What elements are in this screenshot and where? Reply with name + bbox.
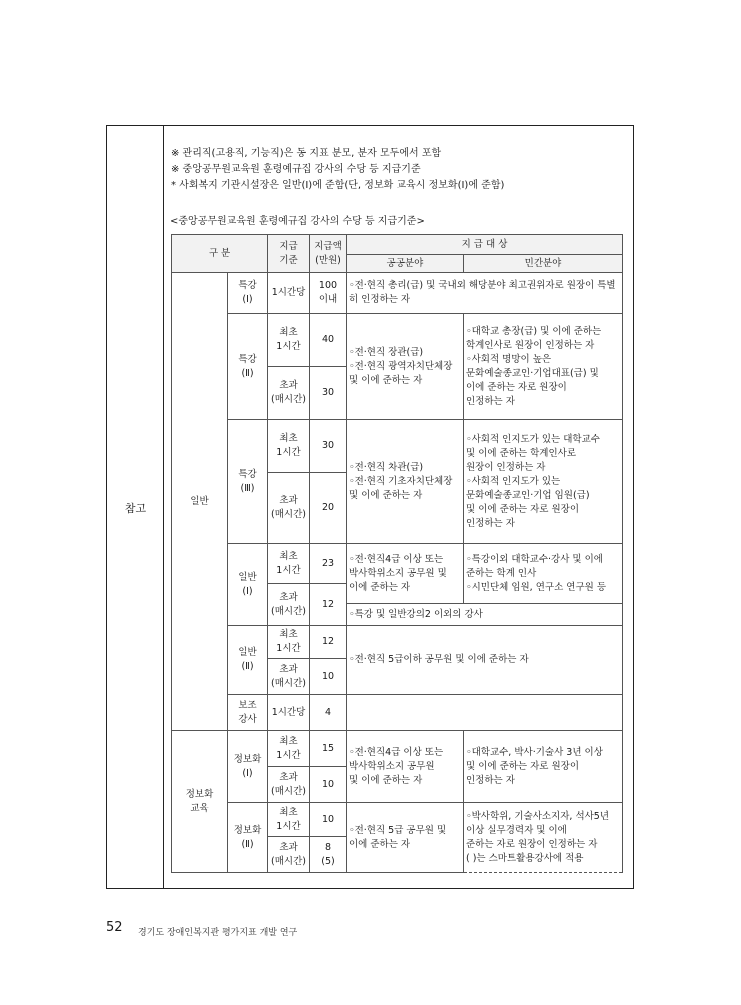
public-cell: ◦전·현직4급 이상 또는 박사학위소지 공무원 및 이에 준하는 자: [347, 544, 464, 604]
amount-cell: 10: [310, 767, 347, 803]
row-label: 특강 (Ⅱ): [228, 314, 268, 420]
private-cell: ◦대학교수, 박사·기술사 3년 이상 및 이에 준하는 자로 원장이 인정하는 자: [464, 731, 623, 803]
amount-cell: 4: [310, 695, 347, 731]
row-label: 일반 (Ⅰ): [228, 544, 268, 626]
private-cell: ◦박사학위, 기술사소지자, 석사5년 이상 실무경력자 및 이에 준하는 자로 원장이 인정하는 자 ( )는 스마트활용강사에 적용: [464, 803, 623, 873]
basis-cell: 최초 1시간: [268, 544, 310, 584]
private-cell: ◦특강이외 대학교수·강사 및 이에 준하는 학계 인사 ◦시민단체 임원, 연구소 연구원 등: [464, 544, 623, 604]
note-line: ※ 관리직(고용직, 기능직)은 동 지표 분모, 분자 모두에서 포함: [171, 148, 442, 159]
amount-cell: 10: [310, 659, 347, 695]
target-cell: ◦전·현직 총리(급) 및 국내외 해당분야 최고권위자로 원장이 특별히 인정하는 자: [347, 273, 623, 314]
payment-table: [171, 234, 623, 873]
amount-cell: 40: [310, 314, 347, 367]
private-cell: ◦대학교 총장(급) 및 이에 준하는 학계인사로 원장이 인정하는 자 ◦사회적 명망이 높은 문화예술종교인·기업대표(급) 및 이에 준하는 자로 원장이 인정하는 자: [464, 314, 623, 420]
header-public: 공공분야: [347, 255, 464, 273]
row-label: 정보화 (Ⅰ): [228, 731, 268, 803]
amount-cell: 30: [310, 420, 347, 473]
amount-cell: 12: [310, 626, 347, 659]
basis-cell: 초과 (매시간): [268, 837, 310, 873]
header-amount: 지급액 (만원): [310, 235, 347, 273]
basis-cell: 1시간당: [268, 273, 310, 314]
header-target: 지 급 대 상: [347, 235, 623, 255]
basis-cell: 최초 1시간: [268, 803, 310, 837]
amount-cell: 20: [310, 473, 347, 544]
extra-cell: ◦특강 및 일반강의2 이외의 강사: [347, 604, 623, 626]
basis-cell: 최초 1시간: [268, 314, 310, 367]
side-label: 참고: [124, 502, 147, 515]
reference-box: [106, 125, 634, 889]
public-cell: ◦전·현직4급 이상 또는 박사학위소지 공무원 및 이에 준하는 자: [347, 731, 464, 803]
basis-cell: 초과 (매시간): [268, 659, 310, 695]
amount-cell: 30: [310, 367, 347, 420]
target-cell: ◦전·현직 5급이하 공무원 및 이에 준하는 자: [347, 626, 623, 695]
public-cell: ◦전·현직 장관(급) ◦전·현직 광역자치단체장 및 이에 준하는 자: [347, 314, 464, 420]
row-label: 일반 (Ⅱ): [228, 626, 268, 695]
amount-cell: 100 이내: [310, 273, 347, 314]
row-label: 정보화 (Ⅱ): [228, 803, 268, 873]
notes: [171, 146, 504, 194]
group-general: 일반: [172, 273, 228, 731]
basis-cell: 최초 1시간: [268, 626, 310, 659]
private-cell: ◦사회적 인지도가 있는 대학교수 및 이에 준하는 학계인사로 원장이 인정하는 자 ◦사회적 인지도가 있는 문화예술종교인·기업 임원(급) 및 이에 준하는 자로 원장이 인정하는 자: [464, 420, 623, 544]
amount-cell: 12: [310, 584, 347, 626]
public-cell: ◦전·현직 5급 공무원 및 이에 준하는 자: [347, 803, 464, 873]
basis-cell: 초과 (매시간): [268, 767, 310, 803]
side-column: [107, 126, 164, 888]
amount-cell: 23: [310, 544, 347, 584]
header-private: 민간분야: [464, 255, 623, 273]
basis-cell: 초과 (매시간): [268, 367, 310, 420]
amount-cell: 10: [310, 803, 347, 837]
page-number: 52: [106, 920, 123, 935]
amount-cell: 15: [310, 731, 347, 767]
target-cell: [347, 695, 623, 731]
amount-cell: 8 (5): [310, 837, 347, 873]
note-line: ※ 중앙공무원교육원 훈령예규집 강사의 수당 등 지급기준: [171, 164, 421, 175]
row-label: 특강 (Ⅰ): [228, 273, 268, 314]
note-line: * 사회복지 기관시설장은 일반(Ⅰ)에 준함(단, 정보화 교육시 정보화(Ⅰ)에 준함): [171, 180, 505, 191]
header-basis: 지급 기준: [268, 235, 310, 273]
group-info: 정보화 교육: [172, 731, 228, 873]
basis-cell: 최초 1시간: [268, 420, 310, 473]
basis-cell: 1시간당: [268, 695, 310, 731]
table-caption: <중앙공무원교육원 훈령예규집 강사의 수당 등 지급기준>: [170, 216, 425, 227]
content-column: [166, 126, 633, 888]
basis-cell: 초과 (매시간): [268, 584, 310, 626]
public-cell: ◦전·현직 차관(급) ◦전·현직 기초자치단체장 및 이에 준하는 자: [347, 420, 464, 544]
basis-cell: 최초 1시간: [268, 731, 310, 767]
basis-cell: 초과 (매시간): [268, 473, 310, 544]
row-label: 보조 강사: [228, 695, 268, 731]
row-label: 특강 (Ⅲ): [228, 420, 268, 544]
header-category: 구 분: [172, 235, 268, 273]
footer-title: 경기도 장애인복지관 평가지표 개발 연구: [138, 928, 298, 938]
